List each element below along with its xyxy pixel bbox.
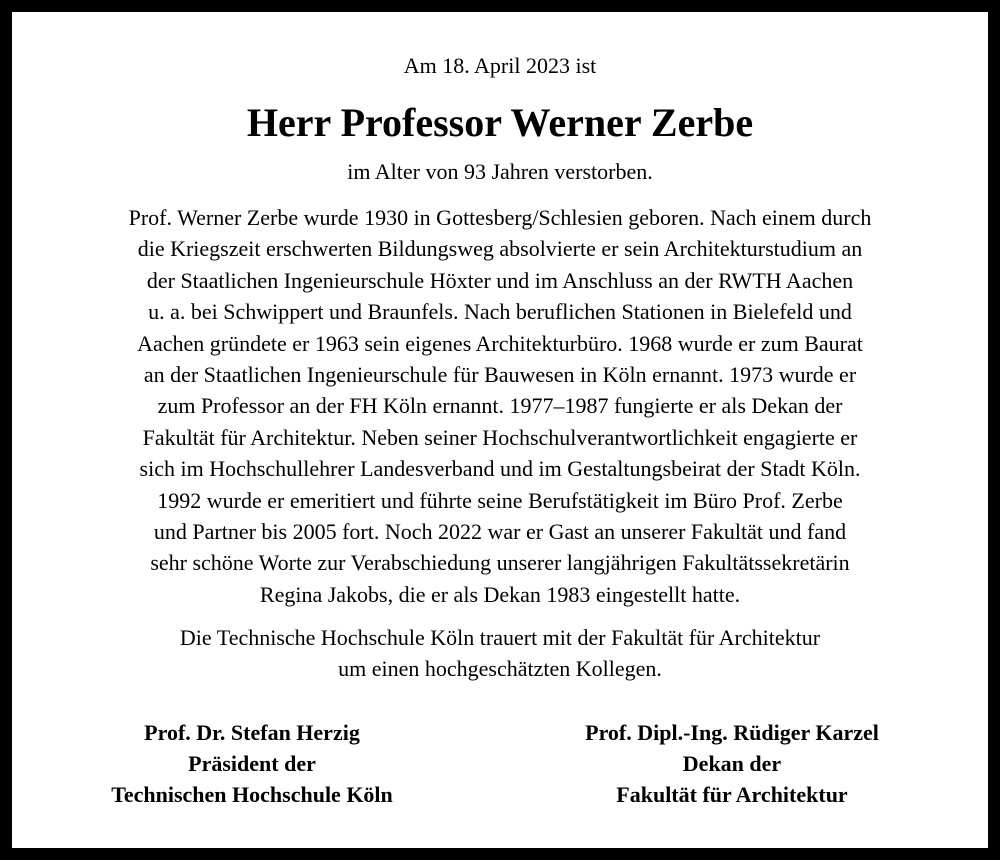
mourning-statement [12,622,988,684]
mourning-line: um einen hochgeschätzten Kollegen. [338,656,662,681]
biography-line: die Kriegszeit erschwerten Bildungsweg absolvierte er sein Architekturstudium an [137,236,863,262]
signature-dean [512,717,952,810]
biography-paragraph [12,202,988,610]
biography-line: Prof. Werner Zerbe wurde 1930 in Gottesberg/Schlesien geboren. Nach einem durch [128,205,872,230]
signatory-role: Präsident der [188,751,316,776]
signature-president [32,717,472,810]
biography-line: 1992 wurde er emeritiert und führte seine Berufstätigkeit im Büro Prof. Zerbe [157,487,843,513]
signatory-name: Prof. Dr. Stefan Herzig [144,720,360,745]
intro-line: Am 18. April 2023 ist [403,53,597,78]
mourning-line: Die Technische Hochschule Köln trauert mit der Fakultät für Architektur [179,625,821,650]
biography-line: Regina Jakobs, die er als Dekan 1983 eingestellt hatte. [259,581,741,607]
signatory-organization: Fakultät für Architektur [616,782,848,807]
biography-line: an der Staatlichen Ingenieurschule für Bauwesen in Köln ernannt. 1973 wurde er [143,362,857,388]
biography-line: Fakultät für Architektur. Neben seiner Hochschulverantwortlichkeit engagierte er [142,424,858,450]
biography-line: der Staatlichen Ingenieurschule Höxter und im Anschluss an der RWTH Aachen [146,267,854,293]
biography-line: und Partner bis 2005 fort. Noch 2022 war er Gast an unserer Fakultät und fand [153,519,847,545]
obituary-notice [12,12,988,848]
signatory-organization: Technischen Hochschule Köln [111,782,393,807]
signatory-role: Dekan der [682,751,782,776]
biography-line: sich im Hochschullehrer Landesverband und im Gestaltungsbeirat der Stadt Köln. [139,456,861,482]
age-line: im Alter von 93 Jahren verstorben. [347,159,653,184]
deceased-name: Herr Professor Werner Zerbe [246,100,754,145]
biography-line: sehr schöne Worte zur Verabschiedung unserer langjährigen Fakultätssekretärin [150,550,850,576]
biography-line: u. a. bei Schwippert und Braunfels. Nach beruflichen Stationen in Bielefeld und [148,299,852,325]
signatory-name: Prof. Dipl.-Ing. Rüdiger Karzel [585,720,879,745]
biography-line: Aachen gründete er 1963 sein eigenes Architekturbüro. 1968 wurde er zum Baurat [137,330,863,356]
biography-line: zum Professor an der FH Köln ernannt. 1977–1987 fungierte er als Dekan der [157,393,843,419]
